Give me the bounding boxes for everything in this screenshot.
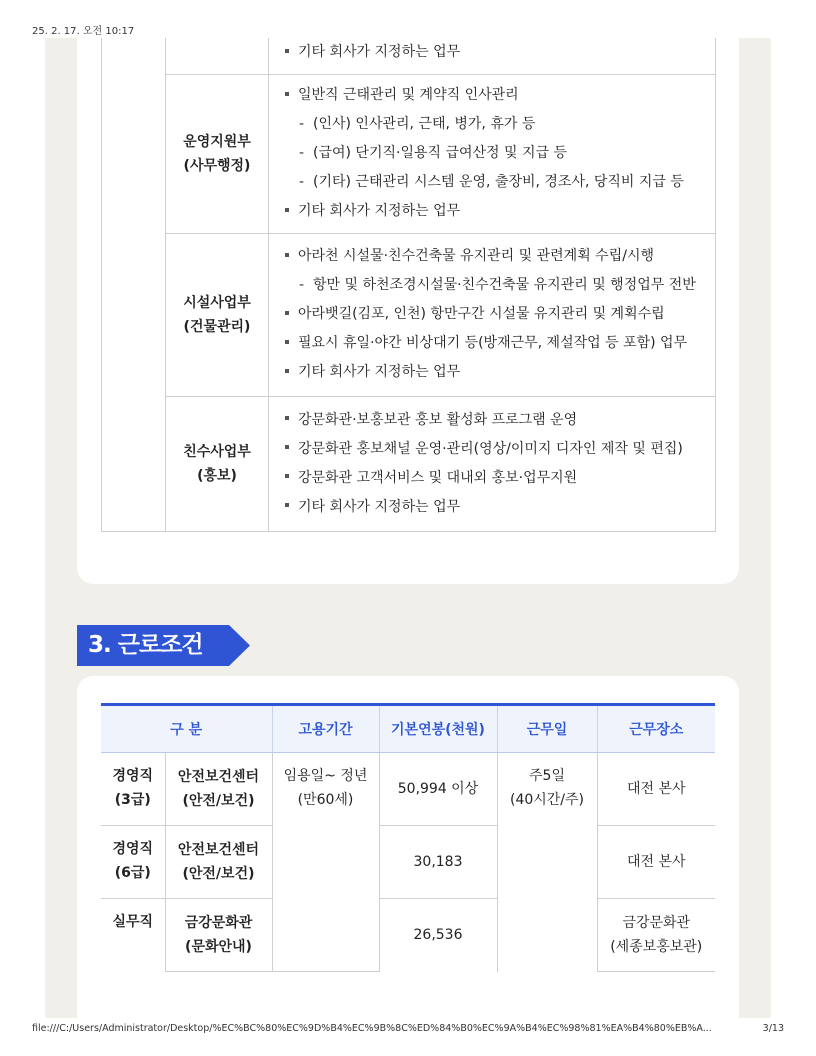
duty-item: 기타 회사가 지정하는 업무 xyxy=(285,197,715,226)
salary-cell: 30,183 xyxy=(379,826,497,899)
grade-cell: 실무직 xyxy=(101,899,165,972)
duty-item: 아라뱃길(김포, 인천) 항만구간 시설물 유지관리 및 계획수립 xyxy=(285,300,715,329)
header-salary: 기본연봉(천원) xyxy=(379,705,497,753)
duties-table xyxy=(101,38,716,532)
grade-cell: 경영직 (6급) xyxy=(101,826,165,899)
duties-row-continued xyxy=(102,38,716,74)
dept-cell: 운영지원부 (사무행정) xyxy=(166,74,269,233)
period-cell: 임용일~ 정년 (만60세) xyxy=(272,753,379,972)
duties-items-cell xyxy=(269,233,716,396)
duty-item: 강문화관 홍보채널 운영·관리(영상/이미지 디자인 제작 및 편집) xyxy=(285,435,715,464)
duties-blank-column xyxy=(102,38,166,531)
dept-cell: 시설사업부 (건물관리) xyxy=(166,233,269,396)
location-cell: 금강문화관 (세종보홍보관) xyxy=(597,899,715,972)
section-title-text: 3. 근로조건 xyxy=(88,632,203,658)
duty-list xyxy=(285,81,715,226)
duties-items-cell xyxy=(269,38,716,74)
salary-cell: 50,994 이상 xyxy=(379,753,497,826)
dept-cell xyxy=(166,38,269,74)
conditions-row xyxy=(101,826,715,899)
header-category: 구 분 xyxy=(101,705,272,753)
duty-list xyxy=(285,38,715,67)
duty-list xyxy=(285,242,715,387)
salary-cell: 26,536 xyxy=(379,899,497,972)
duties-row-operations xyxy=(102,74,716,233)
duty-item: 강문화관·보홍보관 홍보 활성화 프로그램 운영 xyxy=(285,406,715,435)
conditions-header-row xyxy=(101,705,715,753)
workdays-cell: 주5일 (40시간/주) xyxy=(497,753,597,972)
section-title-working-conditions xyxy=(77,625,250,666)
print-footer-page-number: 3/13 xyxy=(762,1023,784,1034)
dept-cell: 금강문화관 (문화안내) xyxy=(165,899,272,972)
duties-row-facilities xyxy=(102,233,716,396)
conditions-row xyxy=(101,753,715,826)
duty-item: 기타 회사가 지정하는 업무 xyxy=(285,493,715,522)
header-location: 근무장소 xyxy=(597,705,715,753)
location-cell: 대전 본사 xyxy=(597,826,715,899)
location-cell: 대전 본사 xyxy=(597,753,715,826)
duty-item: 필요시 휴일·야간 비상대기 등(방재근무, 제설작업 등 포함) 업무 xyxy=(285,329,715,358)
dept-cell: 안전보건센터 (안전/보건) xyxy=(165,826,272,899)
duty-item: 기타 회사가 지정하는 업무 xyxy=(285,358,715,387)
duties-items-cell xyxy=(269,396,716,531)
duties-row-waterfront xyxy=(102,396,716,531)
dept-cell: 안전보건센터 (안전/보건) xyxy=(165,753,272,826)
duty-item: 강문화관 고객서비스 및 대내외 홍보·업무지원 xyxy=(285,464,715,493)
duty-subitem: - (인사) 인사관리, 근태, 병가, 휴가 등 xyxy=(285,110,715,139)
duty-subitem: - (기타) 근태관리 시스템 운영, 출장비, 경조사, 당직비 지급 등 xyxy=(285,168,715,197)
duty-item: 일반직 근태관리 및 계약직 인사관리 xyxy=(285,81,715,110)
print-footer-path: file:///C:/Users/Administrator/Desktop/%EC%BC%80%EC%9D%B4%EC%9B%8C%ED%84%B0%EC%9A%B4%EC%98%81%EA%B4%80%EB%A... xyxy=(32,1023,712,1034)
print-header-datetime: 25. 2. 17. 오전 10:17 xyxy=(32,26,135,37)
header-workdays: 근무일 xyxy=(497,705,597,753)
header-period: 고용기간 xyxy=(272,705,379,753)
duty-subitem: - 항만 및 하천조경시설물·친수건축물 유지관리 및 행정업무 전반 xyxy=(285,271,715,300)
duty-list xyxy=(285,406,715,522)
dept-cell: 친수사업부 (홍보) xyxy=(166,396,269,531)
duties-items-cell xyxy=(269,74,716,233)
working-conditions-table xyxy=(101,703,715,972)
duty-item: 기타 회사가 지정하는 업무 xyxy=(285,38,715,67)
duty-subitem: - (급여) 단기직·일용직 급여산정 및 지급 등 xyxy=(285,139,715,168)
duty-item: 아라천 시설물·친수건축물 유지관리 및 관련계획 수립/시행 xyxy=(285,242,715,271)
grade-cell: 경영직 (3급) xyxy=(101,753,165,826)
conditions-row xyxy=(101,899,715,972)
